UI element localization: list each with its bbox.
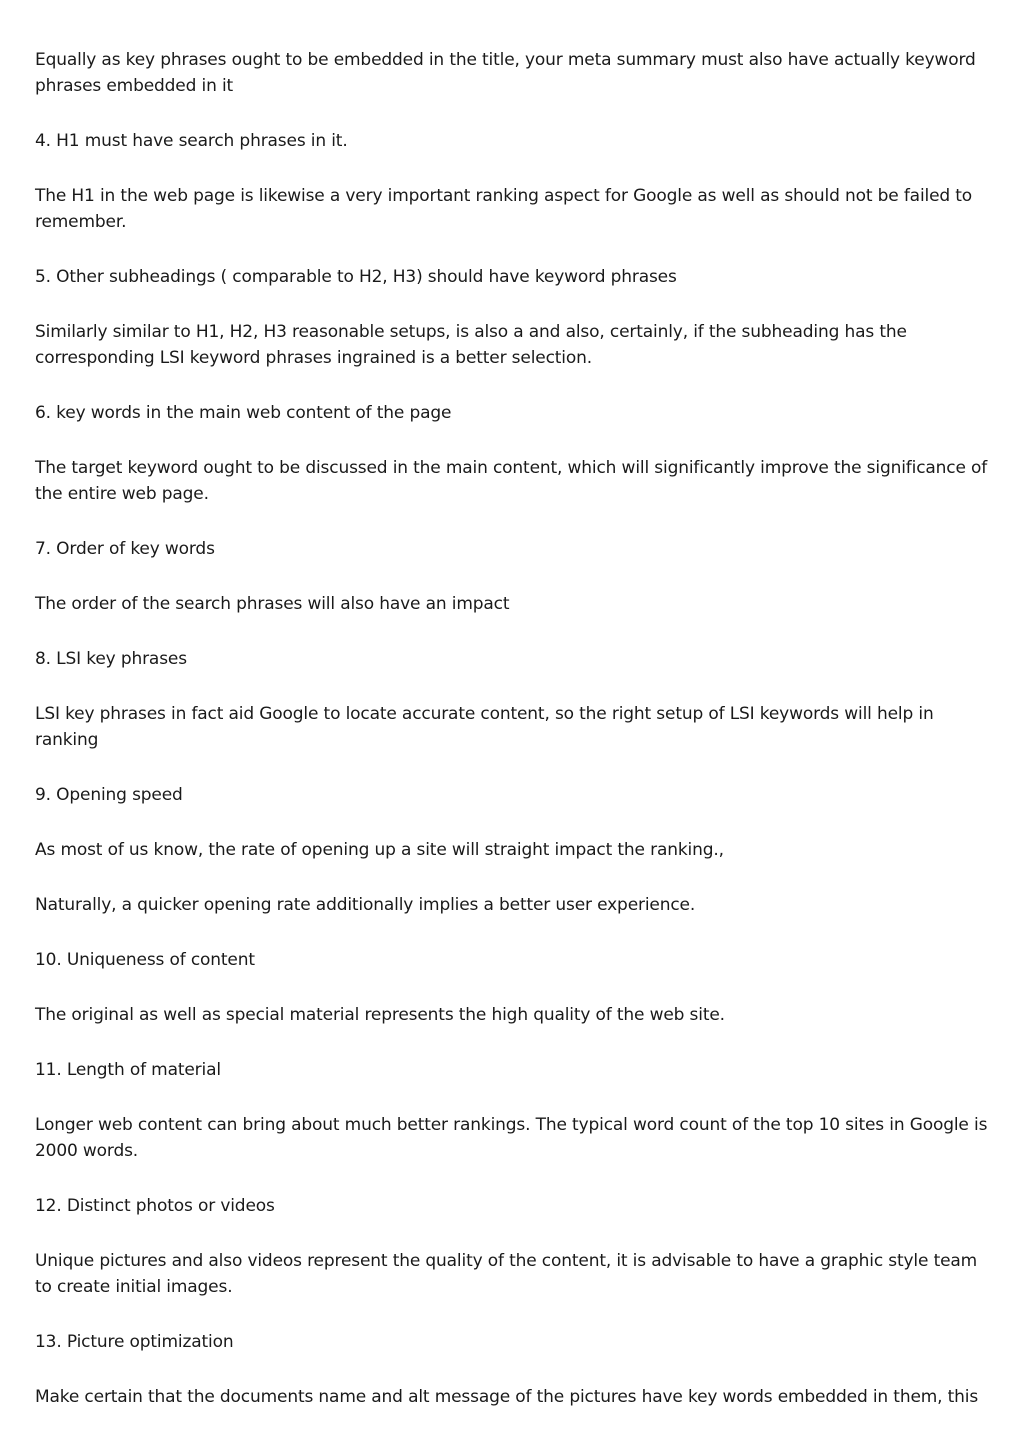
paragraph-photos-videos: Unique pictures and also videos represent the quality of the content, it is advisable to have a graphic style team to create initial images. (35, 1251, 978, 1297)
heading-opening-speed: 9. Opening speed (35, 785, 183, 805)
paragraph-lsi-keywords: LSI key phrases in fact aid Google to locate accurate content, so the right setup of LSI keywords will help in ranking (35, 704, 934, 750)
heading-uniqueness: 10. Uniqueness of content (35, 950, 255, 970)
heading-subheadings: 5. Other subheadings ( comparable to H2, H3) should have keyword phrases (35, 267, 677, 287)
paragraph-opening-speed: As most of us know, the rate of opening up a site will straight impact the ranking., (35, 840, 724, 860)
paragraph-length: Longer web content can bring about much better rankings. The typical word count of the top 10 sites in Google is 2000 words. (35, 1115, 988, 1161)
heading-lsi-keywords: 8. LSI key phrases (35, 649, 187, 669)
paragraph-picture-optimization: Make certain that the documents name and alt message of the pictures have key words embedded in them, this (35, 1387, 979, 1407)
heading-main-content-keywords: 6. key words in the main web content of the page (35, 403, 452, 423)
heading-photos-videos: 12. Distinct photos or videos (35, 1196, 275, 1216)
heading-picture-optimization: 13. Picture optimization (35, 1332, 234, 1352)
paragraph-uniqueness: The original as well as special material represents the high quality of the web site. (35, 1005, 725, 1025)
paragraph-user-experience: Naturally, a quicker opening rate additionally implies a better user experience. (35, 895, 696, 915)
heading-h1-keywords: 4. H1 must have search phrases in it. (35, 131, 348, 151)
heading-keyword-order: 7. Order of key words (35, 539, 215, 559)
paragraph-meta-summary: Equally as key phrases ought to be embedded in the title, your meta summary must also have actually keyword phrases embedded in it (35, 50, 976, 96)
paragraph-main-content: The target keyword ought to be discussed in the main content, which will significantly improve the significance of the entire web page. (35, 458, 988, 504)
document-body (35, 47, 995, 1410)
heading-length: 11. Length of material (35, 1060, 221, 1080)
paragraph-subheadings: Similarly similar to H1, H2, H3 reasonable setups, is also a and also, certainly, if the subheading has the corresponding LSI keyword phrases ingrained is a better selection. (35, 322, 907, 368)
paragraph-h1-ranking: The H1 in the web page is likewise a very important ranking aspect for Google as well as should not be failed to remember. (35, 186, 973, 232)
paragraph-keyword-order: The order of the search phrases will also have an impact (35, 594, 510, 614)
